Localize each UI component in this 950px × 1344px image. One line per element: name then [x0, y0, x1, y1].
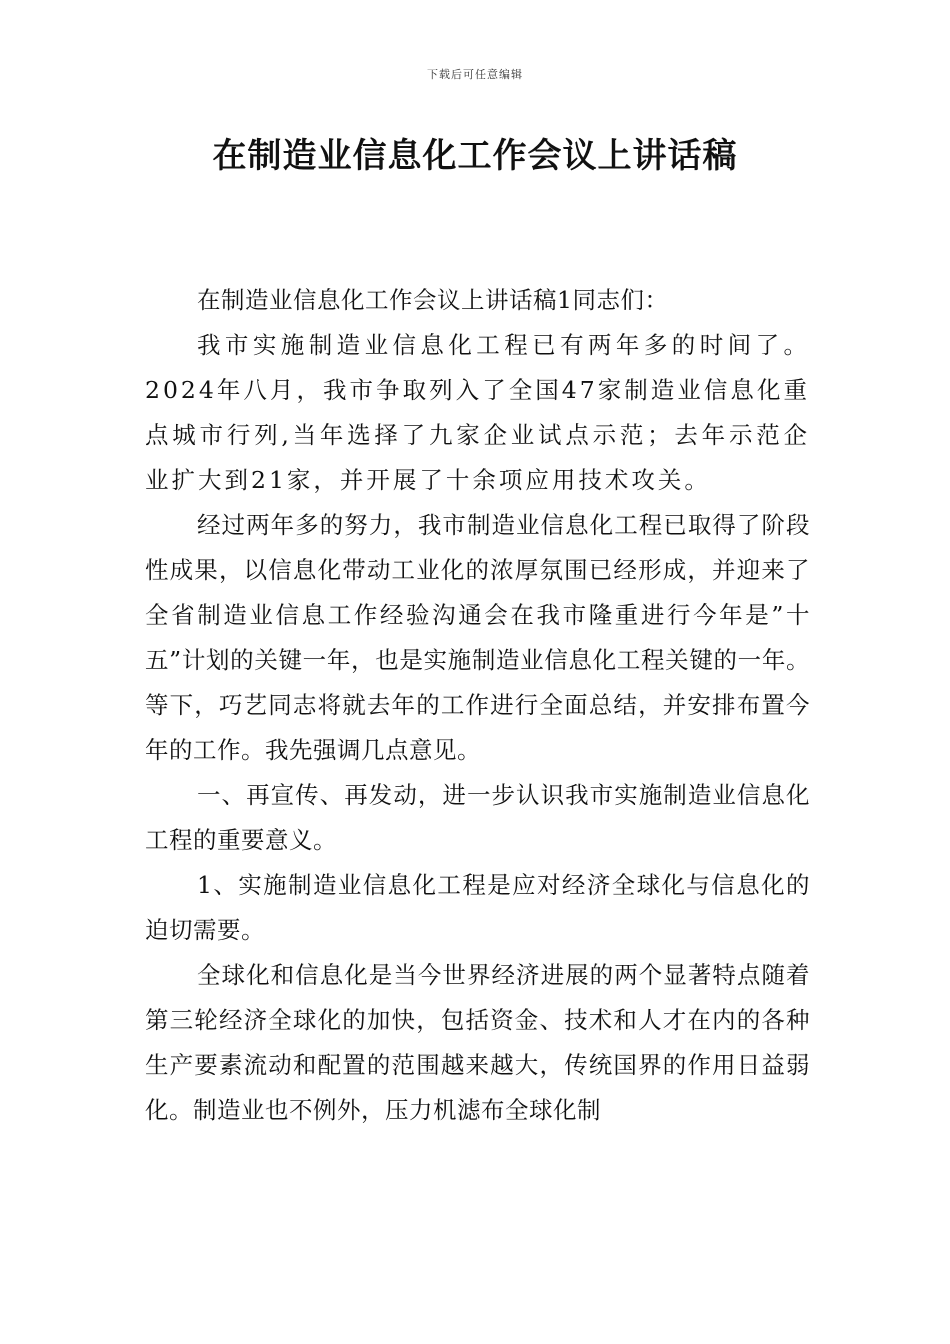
page-header-note: 下载后可任意编辑 — [427, 68, 523, 81]
paragraph-point-one: 1、实施制造业信息化工程是应对经济全球化与信息化的迫切需要。 — [145, 871, 810, 944]
document-body — [145, 278, 810, 1133]
paragraph-globalization: 全球化和信息化是当今世界经济进展的两个显著特点随着第三轮经济全球化的加快，包括资金、技术和人才在内的各种生产要素流动和配置的范围越来越大，传统国界的作用日益弱化。制造业也不例外，压力机滤布全球化制 — [145, 961, 810, 1124]
paragraph-achievements: 经过两年多的努力，我市制造业信息化工程已取得了阶段性成果，以信息化带动工业化的浓厚氛围已经形成，并迎来了全省制造业信息工作经验沟通会在我市隆重进行今年是”十五”计划的关键一年，也是实施制造业信息化工程关键的一年。等下，巧艺同志将就去年的工作进行全面总结，并安排布置今年的工作。我先强调几点意见。 — [145, 511, 810, 764]
paragraph-greeting: 在制造业信息化工作会议上讲话稿1同志们： — [197, 286, 669, 314]
paragraph-intro: 我市实施制造业信息化工程已有两年多的时间了。2024年八月，我市争取列入了全国47家制造业信息化重点城市行列,当年选择了九家企业试点示范；去年示范企业扩大到21家，并开展了十余项应用技术攻关。 — [145, 331, 810, 494]
document-title: 在制造业信息化工作会议上讲话稿 — [212, 136, 738, 176]
paragraph-section-one-heading: 一、再宣传、再发动，进一步认识我市实施制造业信息化工程的重要意义。 — [145, 781, 810, 854]
